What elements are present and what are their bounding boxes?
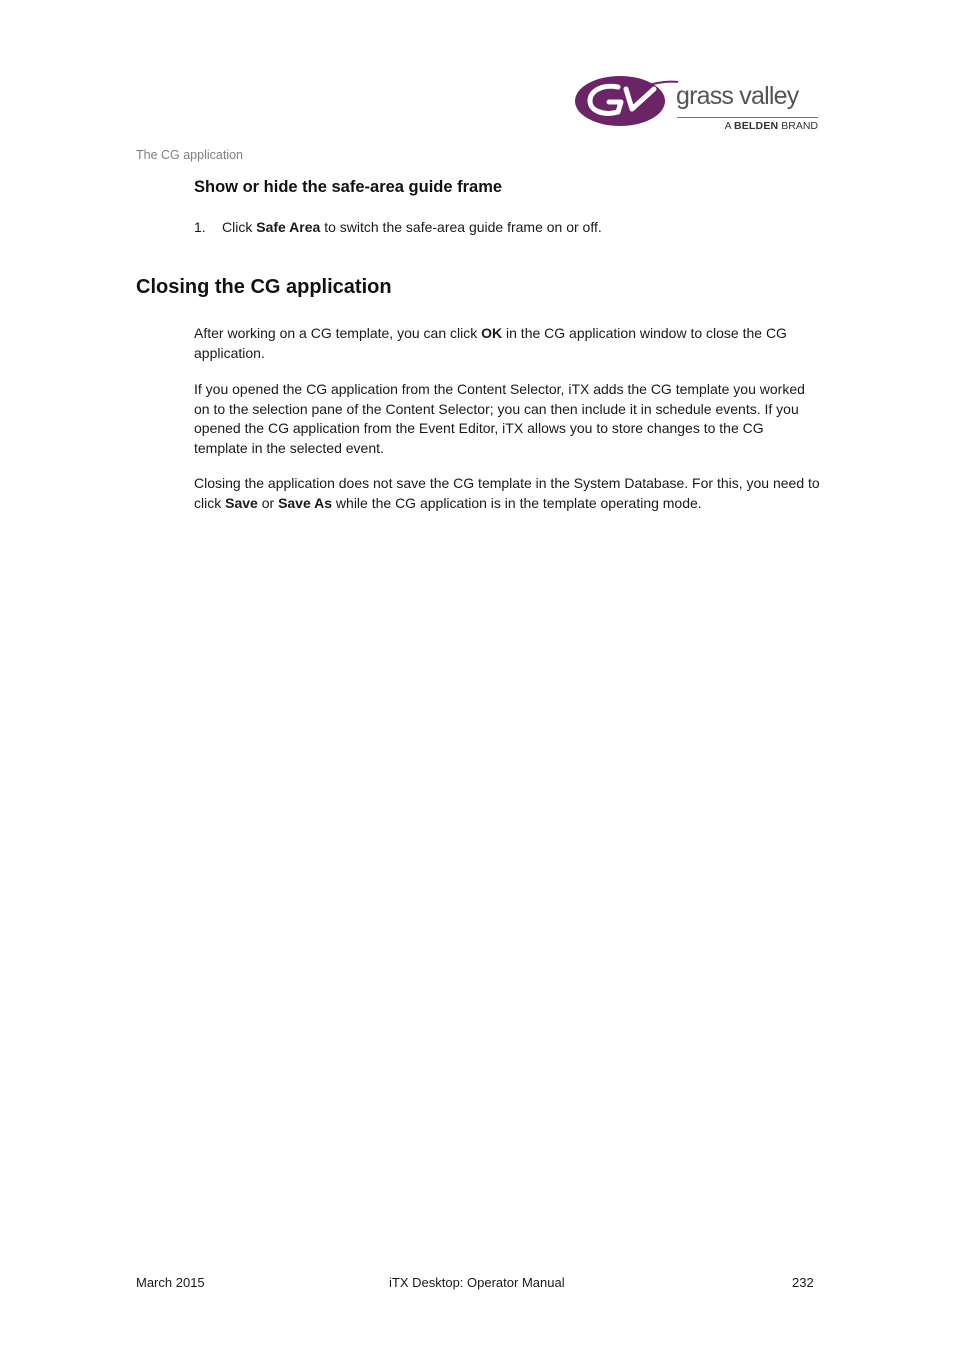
grass-valley-logo — [574, 70, 824, 136]
logo-divider — [677, 117, 818, 118]
p1-pre: After working on a CG template, you can click — [194, 325, 482, 341]
step-text-pre: Click — [222, 219, 257, 235]
logo-wordmark: grass valley — [676, 82, 799, 110]
logo-tagline-suffix: BRAND — [781, 120, 818, 132]
footer-title: iTX Desktop: Operator Manual — [389, 1275, 565, 1290]
paragraph-closing-ok — [194, 324, 820, 363]
paragraph-save-note — [194, 474, 820, 513]
logo-tagline-a: A — [724, 120, 732, 132]
grass-valley-emblem-icon — [574, 72, 680, 128]
footer-page-number: 232 — [792, 1275, 814, 1290]
running-header: The CG application — [136, 148, 244, 162]
p1-post: in the CG application window to close the CG application. — [194, 325, 787, 361]
p3-bold-save: Save — [225, 494, 258, 511]
p3-bold-save-as: Save As — [278, 494, 333, 511]
step-text-post: to switch the safe-area guide frame on or off. — [320, 219, 602, 235]
paragraph-content-selector: If you opened the CG application from the Content Selector, iTX adds the CG template you worked on to the selection pane of the Content Selector; you can then include it in schedule events. If you opened the CG application from the Event Editor, iTX allows you to store changes to the CG template in the selected event. — [194, 381, 805, 456]
section-heading: Closing the CG application — [136, 276, 392, 298]
p1-bold: OK — [481, 325, 503, 341]
p3-post: while the CG application is in the template operating mode. — [332, 494, 702, 511]
subsection-heading: Show or hide the safe-area guide frame — [194, 178, 503, 196]
p3-mid: or — [257, 494, 279, 511]
step-text-bold: Safe Area — [256, 219, 321, 235]
logo-tagline — [725, 121, 818, 132]
logo-tagline-brand: BELDEN — [733, 120, 779, 132]
step-number: 1. — [194, 219, 206, 235]
p3-pre: Closing the application does not save the CG template in the System Database. For this, you need to click — [194, 475, 820, 511]
step-item — [194, 219, 602, 236]
footer-date: March 2015 — [136, 1275, 205, 1290]
